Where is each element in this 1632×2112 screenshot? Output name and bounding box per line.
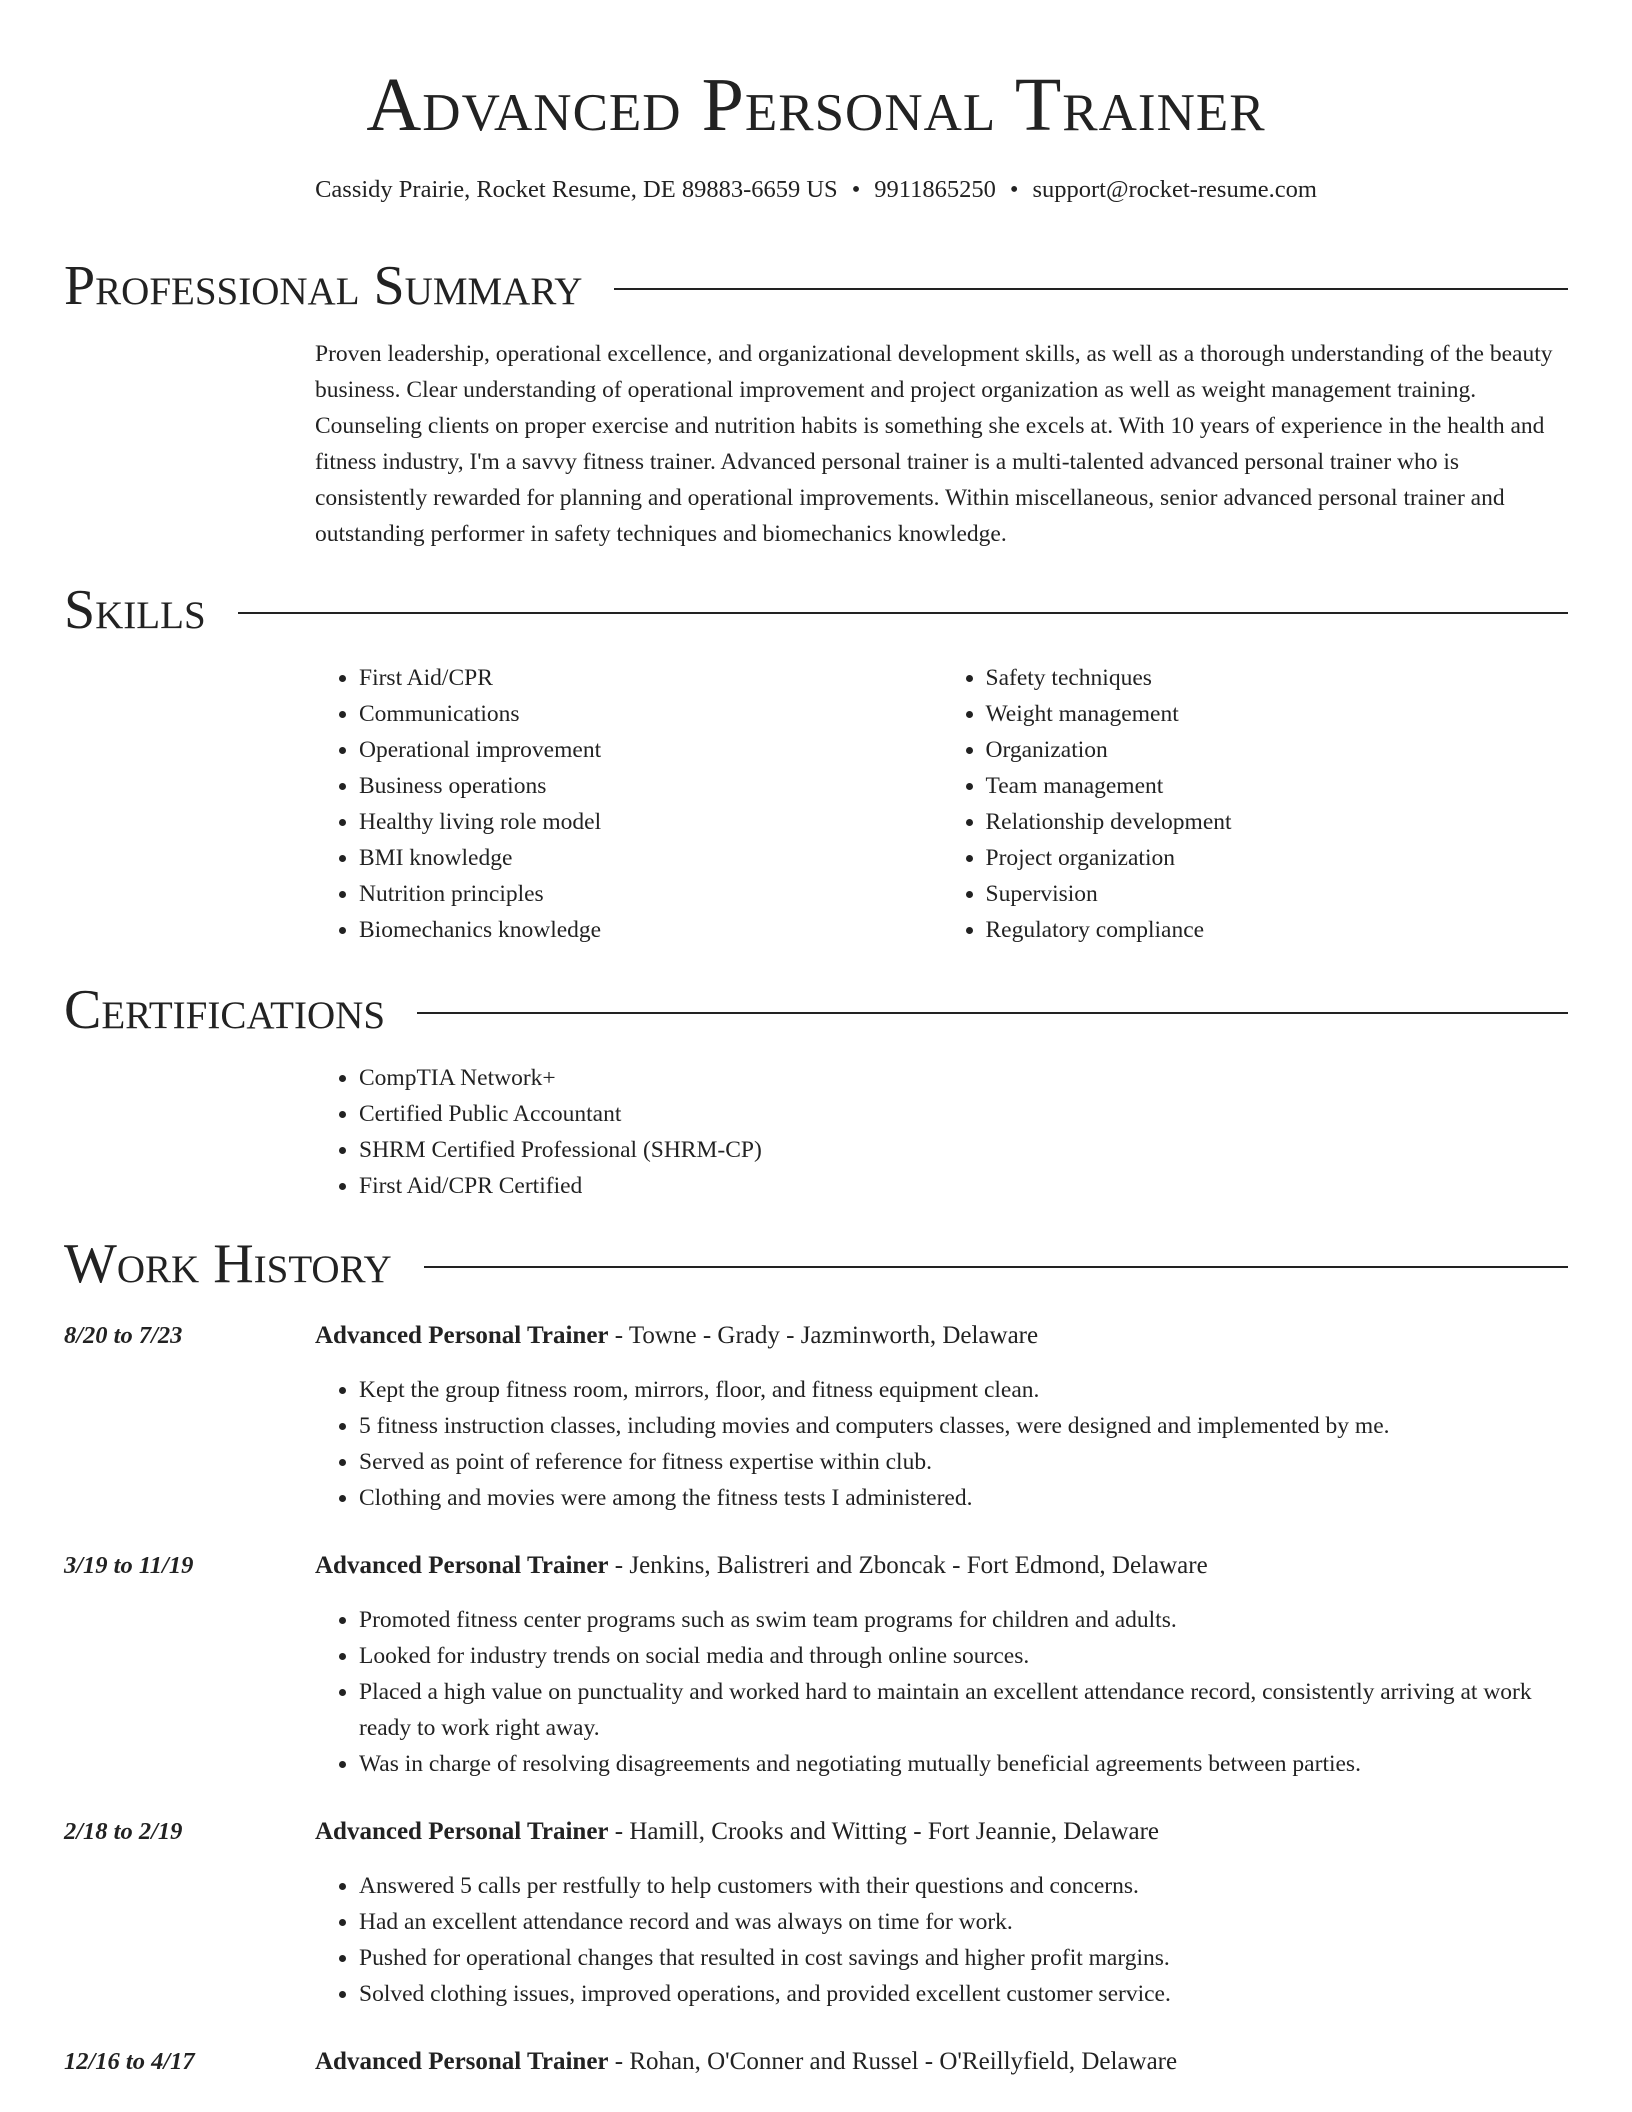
skill-item: • Organization <box>986 732 1569 768</box>
job-title: Advanced Personal Trainer <box>315 1552 609 1579</box>
contact-email: support@rocket-resume.com <box>1032 176 1317 203</box>
job-bullet: • Solved clothing issues, improved operations, and provided excellent customer service. <box>359 1976 1568 2012</box>
section-divider <box>238 612 1568 614</box>
section-divider <box>424 1266 1568 1268</box>
skill-item: • Regulatory compliance <box>986 912 1569 948</box>
skills-body <box>315 660 1568 948</box>
job-dates: 8/20 to 7/23 <box>64 1322 183 1349</box>
resume-title: Advanced Personal Trainer <box>366 63 1266 147</box>
skill-item: • Nutrition principles <box>359 876 942 912</box>
job-title: Advanced Personal Trainer <box>315 1322 609 1349</box>
job-bullet: • Pushed for operational changes that resulted in cost savings and higher profit margins. <box>359 1940 1568 1976</box>
skill-item: • Relationship development <box>986 804 1569 840</box>
certification-item: • Certified Public Accountant <box>359 1096 1568 1132</box>
skill-item: • Weight management <box>986 696 1569 732</box>
job-header <box>315 1318 1568 1354</box>
skill-item: • Communications <box>359 696 942 732</box>
skill-item: • Operational improvement <box>359 732 942 768</box>
skill-item: • Biomechanics knowledge <box>359 912 942 948</box>
skills-heading: Skills <box>64 579 206 641</box>
summary-text: Proven leadership, operational excellence, and organizational development skills, as well as a thorough understanding of the beauty business. Clear understanding of operational improvement and project organization as well as weight management training. Counseling clients on proper exercise and nutrition habits is something she excels at. With 10 years of experience in the health and fitness industry, I'm a savvy fitness trainer. Advanced personal trainer is a multi-talented advanced personal trainer who is consistently rewarded for planning and operational improvements. Within miscellaneous, senior advanced personal trainer and outstanding performer in safety techniques and biomechanics knowledge. <box>315 341 1553 547</box>
job-bullet: • Had an excellent attendance record and was always on time for work. <box>359 1904 1568 1940</box>
skill-item: • Safety techniques <box>986 660 1569 696</box>
certifications-section-heading <box>64 980 1568 1040</box>
certifications-heading: Certifications <box>64 979 386 1041</box>
job-bullets <box>315 1372 1568 1516</box>
job-bullets <box>315 1602 1568 1782</box>
skills-section-heading <box>64 580 1568 640</box>
certification-item: • SHRM Certified Professional (SHRM-CP) <box>359 1132 1568 1168</box>
skill-item: • Supervision <box>986 876 1569 912</box>
job-header <box>315 2044 1568 2080</box>
summary-section-heading <box>64 256 1568 316</box>
summary-heading: Professional Summary <box>64 255 583 317</box>
job-dates: 3/19 to 11/19 <box>64 1552 194 1579</box>
skill-item: • Project organization <box>986 840 1569 876</box>
job-company: - Rohan, O'Conner and Russel - O'Reillyfield, Delaware <box>608 2048 1178 2075</box>
job-bullet: • Answered 5 calls per restfully to help customers with their questions and concerns. <box>359 1868 1568 1904</box>
job-dates: 12/16 to 4/17 <box>64 2048 195 2075</box>
certification-item: • First Aid/CPR Certified <box>359 1168 1568 1204</box>
job-bullets <box>315 1868 1568 2012</box>
contact-line <box>64 176 1568 204</box>
skills-list-left <box>315 660 942 948</box>
contact-address: Cassidy Prairie, Rocket Resume, DE 89883-6659 US <box>315 176 838 203</box>
skill-item: • Team management <box>986 768 1569 804</box>
skill-item: • First Aid/CPR <box>359 660 942 696</box>
resume-page <box>64 0 1568 2075</box>
skill-item: • BMI knowledge <box>359 840 942 876</box>
job-bullet: • Looked for industry trends on social media and through online sources. <box>359 1638 1568 1674</box>
contact-phone: 9911865250 <box>874 176 996 203</box>
skills-list-right <box>942 660 1569 948</box>
certification-item: • CompTIA Network+ <box>359 1060 1568 1096</box>
job-dates: 2/18 to 2/19 <box>64 1818 183 1845</box>
job-bullet: • Promoted fitness center programs such as swim team programs for children and adults. <box>359 1602 1568 1638</box>
section-divider <box>417 1012 1568 1014</box>
work-history-section-heading <box>64 1234 1568 1294</box>
certifications-body <box>315 1060 1568 1204</box>
job-bullet: • Clothing and movies were among the fitness tests I administered. <box>359 1480 1568 1516</box>
section-divider <box>614 288 1568 290</box>
job-bullet: • Served as point of reference for fitness expertise within club. <box>359 1444 1568 1480</box>
job-bullet: • Placed a high value on punctuality and worked hard to maintain an excellent attendance record, consistently arriving at work ready to work right away. <box>359 1674 1568 1746</box>
skill-item: • Business operations <box>359 768 942 804</box>
job-company: - Towne - Grady - Jazminworth, Delaware <box>608 1322 1039 1349</box>
summary-body <box>315 336 1568 552</box>
certifications-list <box>315 1060 1568 1204</box>
job-title: Advanced Personal Trainer <box>315 2048 609 2075</box>
contact-separator: • <box>851 176 861 203</box>
job-bullet: • 5 fitness instruction classes, including movies and computers classes, were designed and implemented by me. <box>359 1408 1568 1444</box>
job-header <box>315 1548 1568 1584</box>
skill-item: • Healthy living role model <box>359 804 942 840</box>
job-bullet: • Kept the group fitness room, mirrors, floor, and fitness equipment clean. <box>359 1372 1568 1408</box>
job-bullet: • Was in charge of resolving disagreements and negotiating mutually beneficial agreements between parties. <box>359 1746 1568 1782</box>
job-company: - Jenkins, Balistreri and Zboncak - Fort Edmond, Delaware <box>608 1552 1208 1579</box>
work-history-heading: Work History <box>64 1233 392 1295</box>
job-header <box>315 1814 1568 1850</box>
job-company: - Hamill, Crooks and Witting - Fort Jeannie, Delaware <box>608 1818 1160 1845</box>
contact-separator: • <box>1009 176 1019 203</box>
job-title: Advanced Personal Trainer <box>315 1818 609 1845</box>
